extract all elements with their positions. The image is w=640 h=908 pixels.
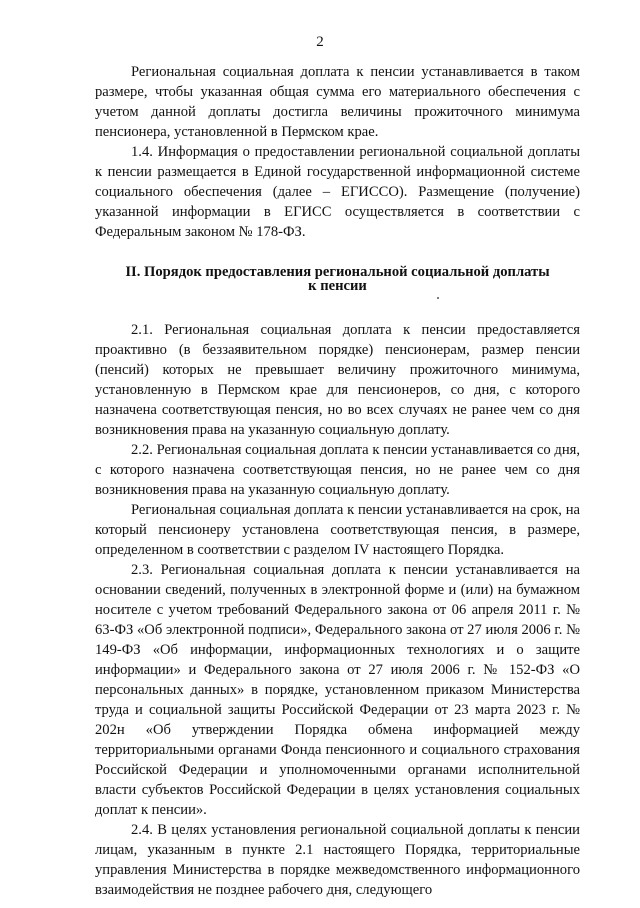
section-heading-line-2: к пенсии [308,278,367,294]
paragraph-2-3: 2.3. Региональная социальная доплата к пенсии устанавливается на основании сведений, полученных в электронной форме и (или) на бумажном носителе с учетом требований Федерального закона от 06 апреля 2011 г. № 63-ФЗ «Об электронной подписи», Федерального закона от 27 июля 2006 г. № 149-ФЗ «Об информации, информационных технологиях и о защите информации» и Федерального закона от 27 июля 2006 г. № 152-ФЗ «О персональных данных» в порядке, установленном приказом Министерства труда и социальной защиты Российской Федерации от 23 марта 2023 г. № 202н «Об утверждении Порядка обмена информацией между территориальными органами Фонда пенсионного и социального страхования Российской Федерации и уполномоченными органами исполнительной власти субъектов Российской Федерации в целях установления социальных доплат к пенсии». [95,562,580,818]
paragraph-2-2-term: Региональная социальная доплата к пенсии устанавливается на срок, на который пенсионеру установлена соответствующая пенсия, в размере, определенном в соответствии с разделом IV настоящего Порядка. [95,502,580,558]
paragraph-1-3-continuation: Региональная социальная доплата к пенсии устанавливается в таком размере, чтобы указанная общая сумма его материального обеспечения с учетом данной доплаты достигла величины прожиточного минимума пенсионера, установленной в Пермском крае. [95,64,580,140]
paragraph-2-2: 2.2. Региональная социальная доплата к пенсии устанавливается со дня, с которого назначена соответствующая пенсия, но не ранее чем со дня возникновения права на указанную социальную доплату. [95,442,580,498]
section-heading-line-1: II. Порядок предоставления региональной социальной доплаты [125,264,550,280]
page-number: 2 [316,34,324,50]
paragraph-1-4: 1.4. Информация о предоставлении региональной социальной доплаты к пенсии размещается в Единой государственной информационной системе социального обеспечения (далее – ЕГИССО). Размещение (получение) указанной информации в ЕГИСС осуществляется в соответствии с Федеральным законом № 178-ФЗ. [95,144,580,240]
paragraph-2-4: 2.4. В целях установления региональной социальной доплаты к пенсии лицам, указанным в пункте 2.1 настоящего Порядка, территориальные управления Министерства в порядке межведомственного информационного взаимодействия не позднее рабочего дня, следующего [95,822,580,898]
document-body [95,62,580,900]
scan-speck [437,297,439,299]
section-heading [95,265,580,293]
paragraph-2-1: 2.1. Региональная социальная доплата к пенсии предоставляется проактивно (в беззаявительном порядке) пенсионерам, размер пенсии (пенсий) которых не превышает величину прожиточного минимума, установленную в Пермском крае для пенсионеров, со дня, с которого назначена соответствующая пенсия, но во всех случаях не ранее чем со дня возникновения права на указанную социальную доплату. [95,322,580,438]
